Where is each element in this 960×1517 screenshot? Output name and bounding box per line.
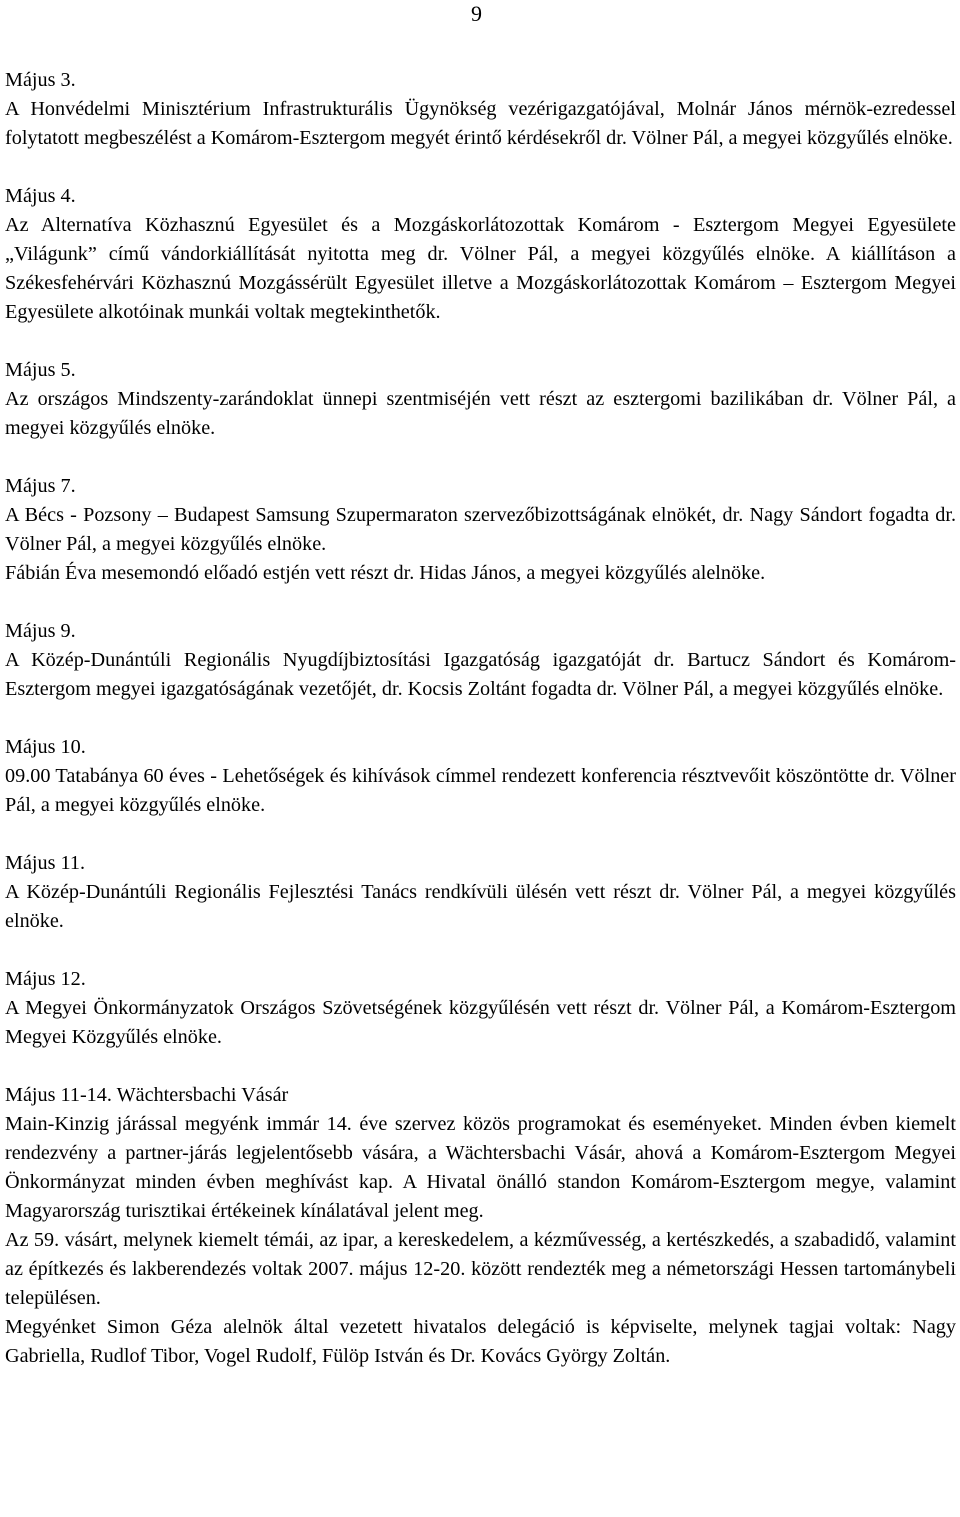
entry-may-7 [5,472,956,588]
entry-may-5 [5,356,956,443]
entry-may-11 [5,849,956,936]
entry-date: Május 4. [5,185,76,207]
entry-text: Az országos Mindszenty-zarándoklat ünnepi szentmiséjén vett részt az esztergomi bazilikában dr. Völner Pál, a megyei közgyűlés elnöke. [5,388,956,439]
entry-may-12 [5,965,956,1052]
entry-date: Május 11. [5,852,86,874]
entry-text: Main-Kinzig járással megyénk immár 14. éve szervez közös programokat és eseményeket. Minden évben kiemelt rendezvény a partner-járás legjelentősebb vására, a Wächtersbachi Vásár, ahová a Komárom-Esztergom Megyei Önkormányzat minden évben meghívást kap. A Hivatal önálló standon Komárom-Esztergom megye, valamint Magyarország turisztikai értékeinek kínálatával jelent meg. [5,1113,956,1222]
entry-text: Fábián Éva mesemondó előadó estjén vett részt dr. Hidas János, a megyei közgyűlés alelnöke. [5,562,766,584]
entry-text: Az Alternatíva Közhasznú Egyesület és a Mozgáskorlátozottak Komárom - Esztergom Megyei Egyesülete „Világunk” című vándorkiállítását nyitotta meg dr. Völner Pál, a megyei közgyűlés elnöke. A kiállításon a Székesfehérvári Közhasznú Mozgássérült Egyesület illetve a Mozgáskorlátozottak Komárom – Esztergom Megyei Egyesülete alkotóinak munkái voltak megtekinthetők. [5,214,956,323]
entry-may-11-14 [5,1081,956,1371]
entry-date: Május 5. [5,359,76,381]
entry-may-4 [5,182,956,327]
page-number: 9 [471,1,482,26]
entry-text: A Közép-Dunántúli Regionális Fejlesztési Tanács rendkívüli ülésén vett részt dr. Völner Pál, a megyei közgyűlés elnöke. [5,881,956,932]
entry-may-3 [5,66,956,153]
entry-date: Május 9. [5,620,76,642]
entry-may-9 [5,617,956,704]
entry-text: A Honvédelmi Minisztérium Infrastrukturális Ügynökség vezérigazgatójával, Molnár János mérnök-ezredessel folytatott megbeszélést a Komárom-Esztergom megyét érintő kérdésekről dr. Völner Pál, a megyei közgyűlés elnöke. [5,98,956,149]
entry-date: Május 3. [5,69,76,91]
document-body [5,66,956,1400]
entry-text: Megyénket Simon Géza alelnök által vezetett hivatalos delegáció is képviselte, melynek tagjai voltak: Nagy Gabriella, Rudlof Tibor, Vogel Rudolf, Fülöp István és Dr. Kovács György Zoltán. [5,1316,956,1367]
entry-date: Május 10. [5,736,86,758]
entry-may-10 [5,733,956,820]
entry-text: A Bécs - Pozsony – Budapest Samsung Szupermaraton szervezőbizottságának elnökét, dr. Nagy Sándort fogadta dr. Völner Pál, a megyei közgyűlés elnöke. [5,504,956,555]
entry-text: A Megyei Önkormányzatok Országos Szövetségének közgyűlésén vett részt dr. Völner Pál, a Komárom-Esztergom Megyei Közgyűlés elnöke. [5,997,956,1048]
entry-text: 09.00 Tatabánya 60 éves - Lehetőségek és kihívások címmel rendezett konferencia résztvevőit köszöntötte dr. Völner Pál, a megyei közgyűlés elnöke. [5,765,956,816]
entry-date: Május 11-14. Wächtersbachi Vásár [5,1084,289,1106]
entry-text: Az 59. vásárt, melynek kiemelt témái, az ipar, a kereskedelem, a kézművesség, a kertészkedés, a szabadidő, valamint az építkezés és lakberendezés voltak 2007. május 12-20. között rendezték meg a németországi Hessen tartománybeli településen. [5,1229,956,1309]
entry-date: Május 12. [5,968,86,990]
entry-text: A Közép-Dunántúli Regionális Nyugdíjbiztosítási Igazgatóság igazgatóját dr. Bartucz Sándort és Komárom-Esztergom megyei igazgatóságának vezetőjét, dr. Kocsis Zoltánt fogadta dr. Völner Pál, a megyei közgyűlés elnöke. [5,649,956,700]
entry-date: Május 7. [5,475,76,497]
